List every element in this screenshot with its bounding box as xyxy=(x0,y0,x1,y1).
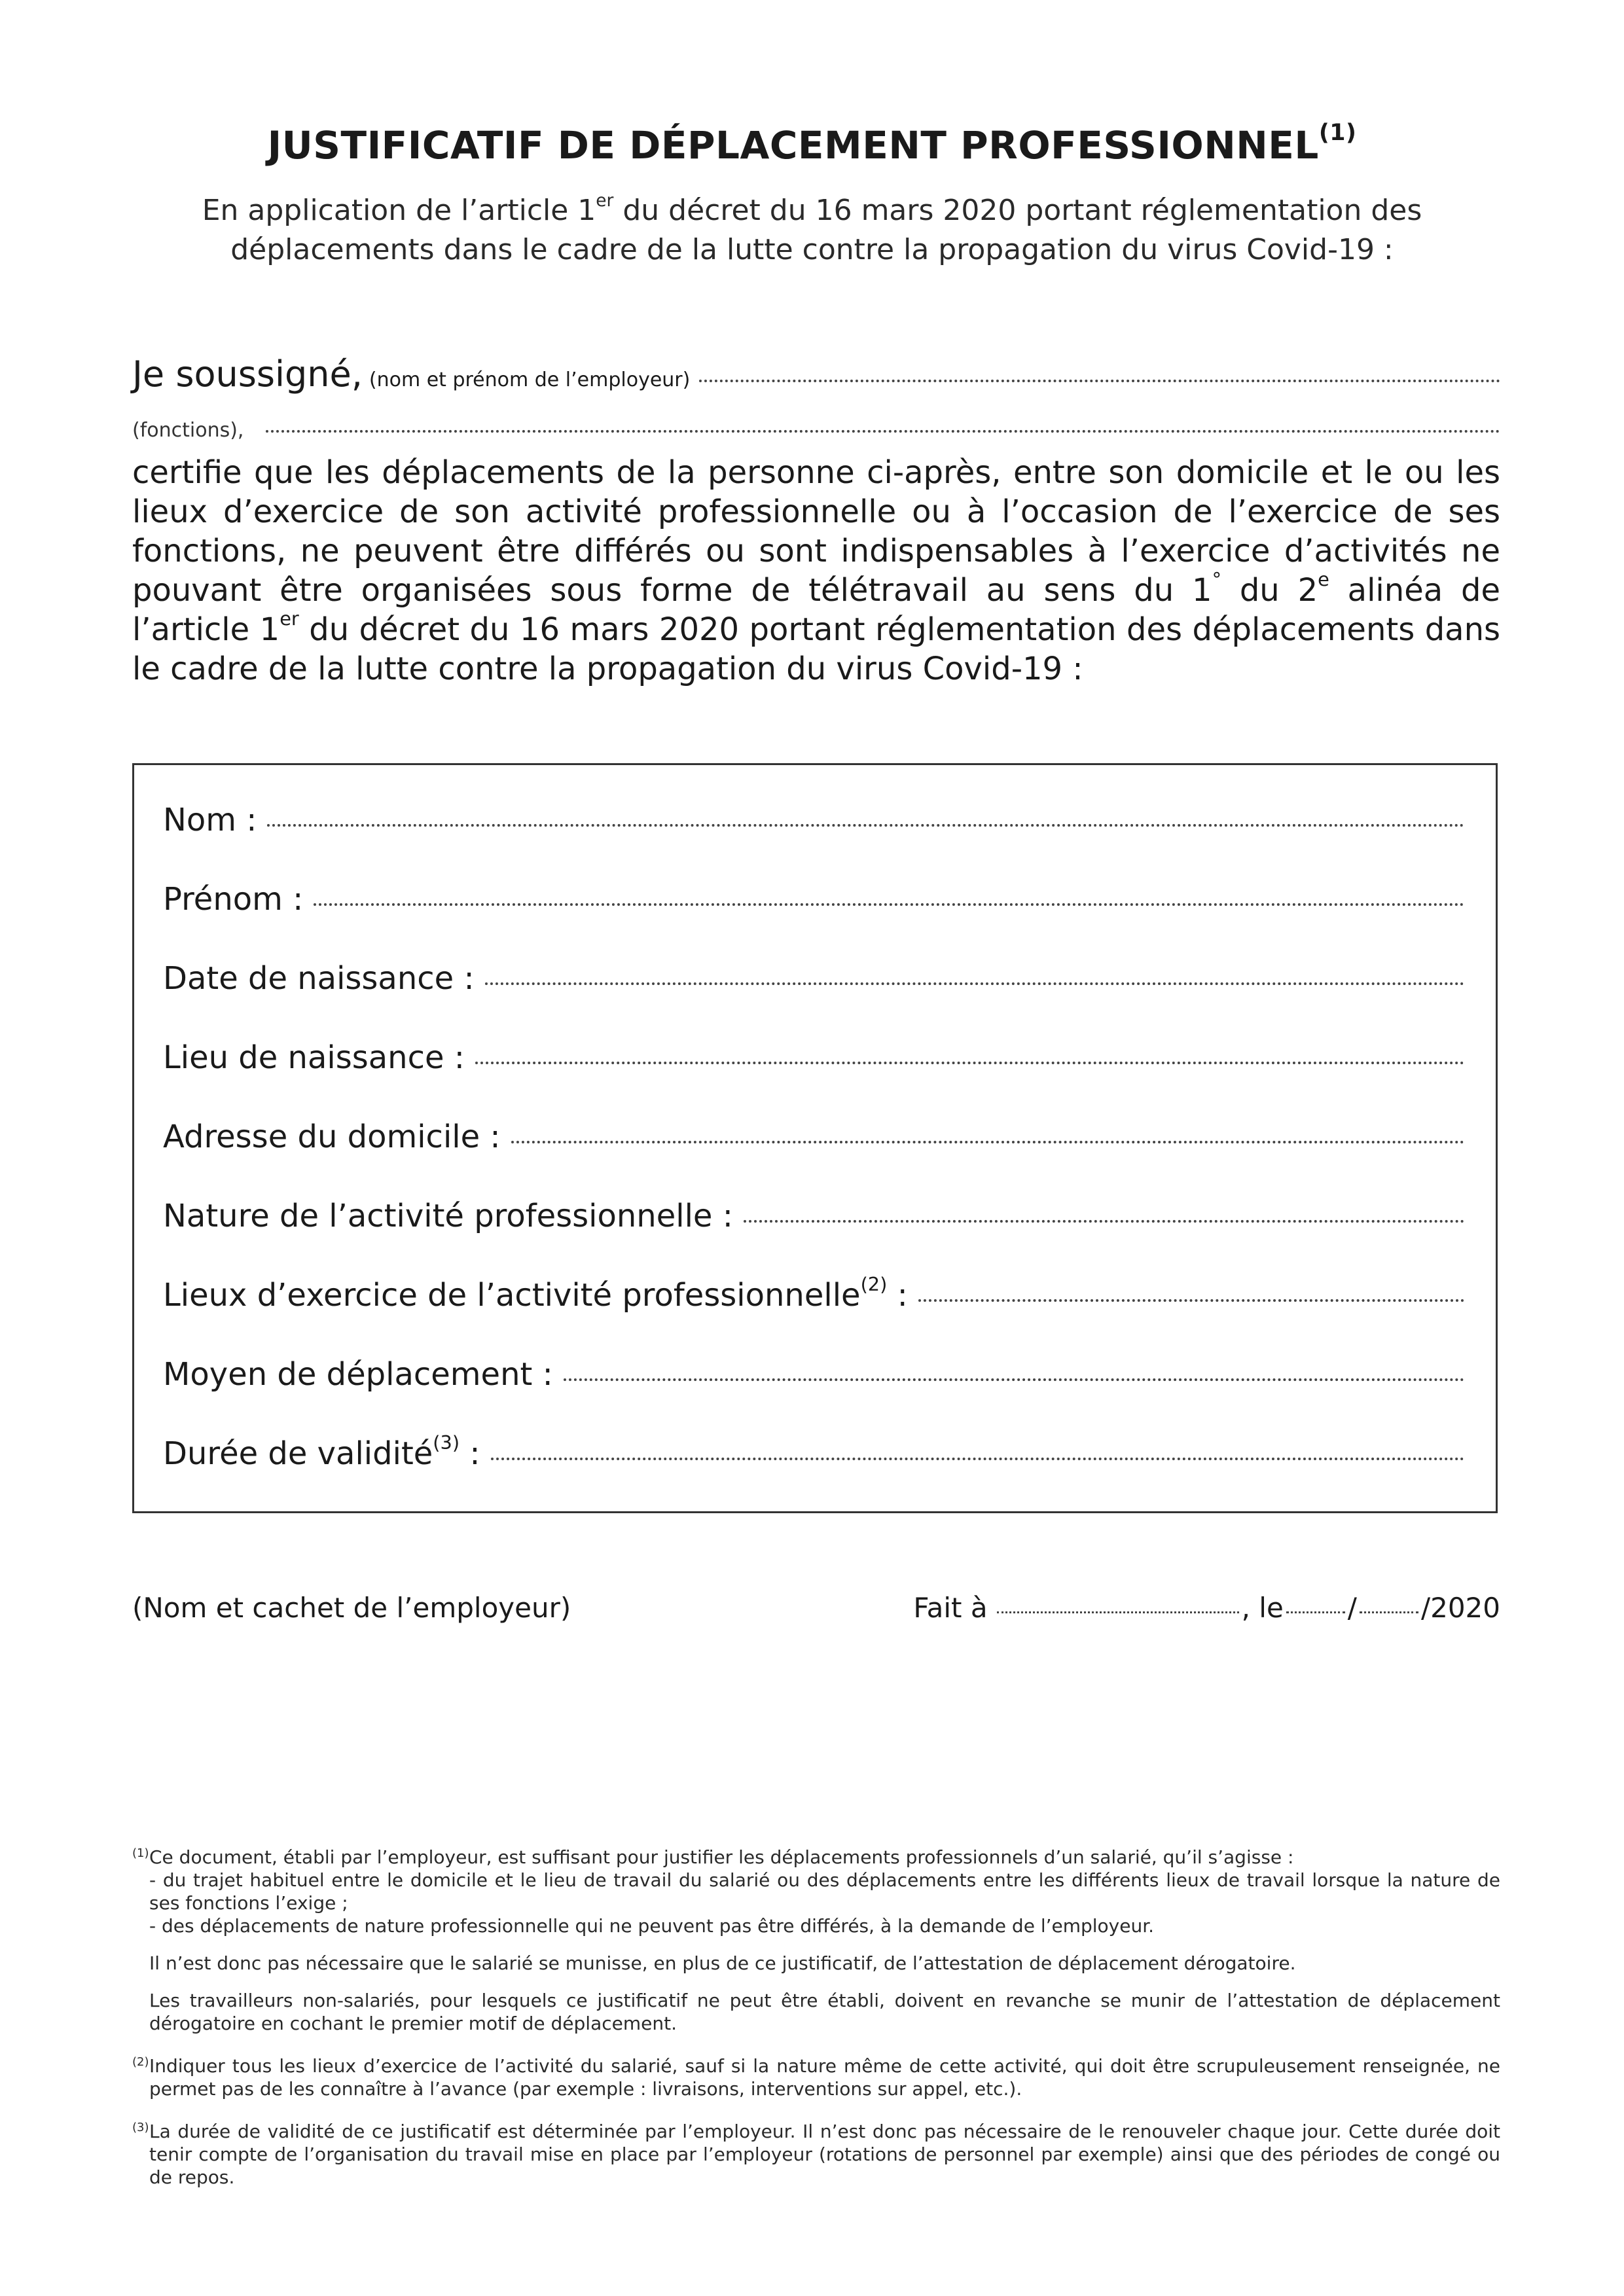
cert-text-2: du 2 xyxy=(1221,572,1318,609)
day-field[interactable] xyxy=(1286,1611,1345,1613)
le-label: , le xyxy=(1241,1592,1284,1624)
year-label: /2020 xyxy=(1420,1592,1500,1624)
fait-a-label: Fait à xyxy=(913,1592,988,1624)
field-lieu-naissance-label: Lieu de naissance : xyxy=(163,1039,465,1076)
date-slash: / xyxy=(1347,1592,1357,1624)
field-adresse xyxy=(163,1119,1464,1155)
footnote-1 xyxy=(132,1846,1500,2035)
field-nom xyxy=(163,802,1464,838)
footnote-1-item-2: - des déplacements de nature professionnelle qui ne peuvent pas être différés, à la demande de l’employeur. xyxy=(149,1915,1155,1937)
footnote-3-mark: (3) xyxy=(132,2121,149,2134)
field-lieux-label xyxy=(163,1272,908,1314)
footnote-1-para-2: Il n’est donc pas nécessaire que le salarié se munisse, en plus de ce justificatif, de l’attestation de déplacement dérogatoire. xyxy=(149,1952,1296,1974)
field-lieu-naissance xyxy=(163,1039,1464,1076)
footnote-1-para-3: Les travailleurs non-salariés, pour lesquels ce justificatif ne peut être établi, doivent en revanche se munir de l’attestation de déplacement dérogatoire en cochant le premier motif de déplacement. xyxy=(149,1990,1500,2034)
field-nom-label: Nom : xyxy=(163,802,257,838)
subtitle-line-1 xyxy=(0,191,1624,230)
field-moyen-label: Moyen de déplacement : xyxy=(163,1356,553,1393)
field-date-naissance-input[interactable] xyxy=(485,982,1464,985)
page-subtitle xyxy=(0,191,1624,270)
footnote-3-text: La durée de validité de ce justificatif est déterminée par l’employeur. Il n’est donc pas nécessaire de le renouveler chaque jour. Cette durée doit tenir compte de l’organisation du travail mise en place par l’employeur (rotations de personnel par exemple) ainsi que des périodes de congé ou de repos. xyxy=(149,2121,1500,2188)
title-footnote-mark: (1) xyxy=(1318,120,1357,147)
page-title xyxy=(0,120,1624,168)
field-duree-validite xyxy=(163,1431,1464,1472)
footnote-3 xyxy=(132,2120,1500,2189)
footnote-2-mark: (2) xyxy=(132,2055,149,2069)
field-nature-input[interactable] xyxy=(744,1220,1464,1223)
field-prenom xyxy=(163,881,1464,918)
field-duree-footnote-mark: (3) xyxy=(433,1431,460,1454)
footnote-1-mark: (1) xyxy=(132,1846,149,1860)
field-lieux-exercice xyxy=(163,1272,1464,1314)
field-moyen-input[interactable] xyxy=(564,1378,1464,1381)
field-nature-label: Nature de l’activité professionnelle : xyxy=(163,1198,733,1234)
field-lieux-text: Lieux d’exercice de l’activité professionnelle xyxy=(163,1277,861,1314)
field-duree-input[interactable] xyxy=(491,1458,1464,1460)
subtitle-line-2: déplacements dans le cadre de la lutte contre la propagation du virus Covid-19 : xyxy=(230,233,1394,266)
cert-text-1: certifie que les déplacements de la personne ci-après, entre son domicile et le ou les lieux d’exercice de son activité professionnelle ou à l’occasion de l’exercice de ses fonctions, ne peuvent être différés ou sont indispensables à l’exercice d’activités ne pouvant être organisées sous forme de télétravail au sens du 1 xyxy=(132,454,1500,609)
field-lieux-footnote-mark: (2) xyxy=(860,1272,888,1295)
subtitle-part2: du décret du 16 mars 2020 portant réglementation des xyxy=(613,194,1422,227)
employer-functions-line xyxy=(132,419,1500,442)
field-prenom-label: Prénom : xyxy=(163,881,304,918)
functions-hint: (fonctions), xyxy=(132,419,244,442)
field-moyen-deplacement xyxy=(163,1356,1464,1393)
cert-text-3: alinéa de l’article 1 xyxy=(132,572,1500,648)
footnote-2 xyxy=(132,2054,1500,2100)
employer-functions-field[interactable] xyxy=(266,430,1500,433)
field-lieu-naissance-input[interactable] xyxy=(475,1062,1464,1064)
month-field[interactable] xyxy=(1360,1611,1418,1613)
certification-paragraph xyxy=(132,453,1500,689)
fait-a-place-field[interactable] xyxy=(997,1611,1239,1613)
employer-name-field[interactable] xyxy=(699,380,1500,382)
field-date-naissance-label: Date de naissance : xyxy=(163,960,475,997)
footnote-2-text: Indiquer tous les lieux d’exercice de l’activité du salarié, sauf si la nature même de cette activité, qui doit être scrupuleusement renseignée, ne permet pas de les connaître à l’avance (par exemple : livraisons, interventions sur appel, etc.). xyxy=(149,2055,1500,2100)
cert-sup-2: e xyxy=(1318,567,1329,590)
field-lieux-input[interactable] xyxy=(918,1299,1464,1302)
employer-label: Je soussigné, xyxy=(132,353,363,395)
field-nature-activite xyxy=(163,1198,1464,1234)
field-duree-label xyxy=(163,1431,480,1472)
subtitle-sup: er xyxy=(596,190,614,211)
field-adresse-input[interactable] xyxy=(511,1141,1464,1143)
field-adresse-label: Adresse du domicile : xyxy=(163,1119,501,1155)
subtitle-part1: En application de l’article 1 xyxy=(202,194,596,227)
footnote-1-item-1: - du trajet habituel entre le domicile et le lieu de travail du salarié ou des déplacements entre les différents lieux de travail lorsque la nature de ses fonctions l’exige ; xyxy=(149,1869,1500,1914)
cert-sup-3: er xyxy=(280,607,299,630)
footnotes xyxy=(132,1846,1500,2203)
done-at-line xyxy=(913,1592,1500,1624)
employee-info-box xyxy=(132,763,1498,1513)
employer-hint: (nom et prénom de l’employeur) xyxy=(369,368,691,391)
footnote-1-intro: Ce document, établi par l’employeur, est suffisant pour justifier les déplacements professionnels d’un salarié, qu’il s’agisse : xyxy=(149,1846,1294,1868)
cert-text-4: du décret du 16 mars 2020 portant réglementation des déplacements dans le cadre de la lutte contre la propagation du virus Covid-19 : xyxy=(132,611,1500,687)
field-lieux-colon: : xyxy=(887,1277,908,1314)
employer-stamp-label: (Nom et cachet de l’employeur) xyxy=(132,1592,571,1624)
field-date-naissance xyxy=(163,960,1464,997)
field-prenom-input[interactable] xyxy=(314,903,1464,906)
title-text: JUSTIFICATIF DE DÉPLACEMENT PROFESSIONNEL xyxy=(267,123,1319,168)
employer-name-line xyxy=(132,353,1500,395)
field-duree-colon: : xyxy=(460,1435,480,1472)
field-nom-input[interactable] xyxy=(267,824,1464,827)
cert-sup-1: ° xyxy=(1212,567,1221,590)
field-duree-text: Durée de validité xyxy=(163,1435,433,1472)
